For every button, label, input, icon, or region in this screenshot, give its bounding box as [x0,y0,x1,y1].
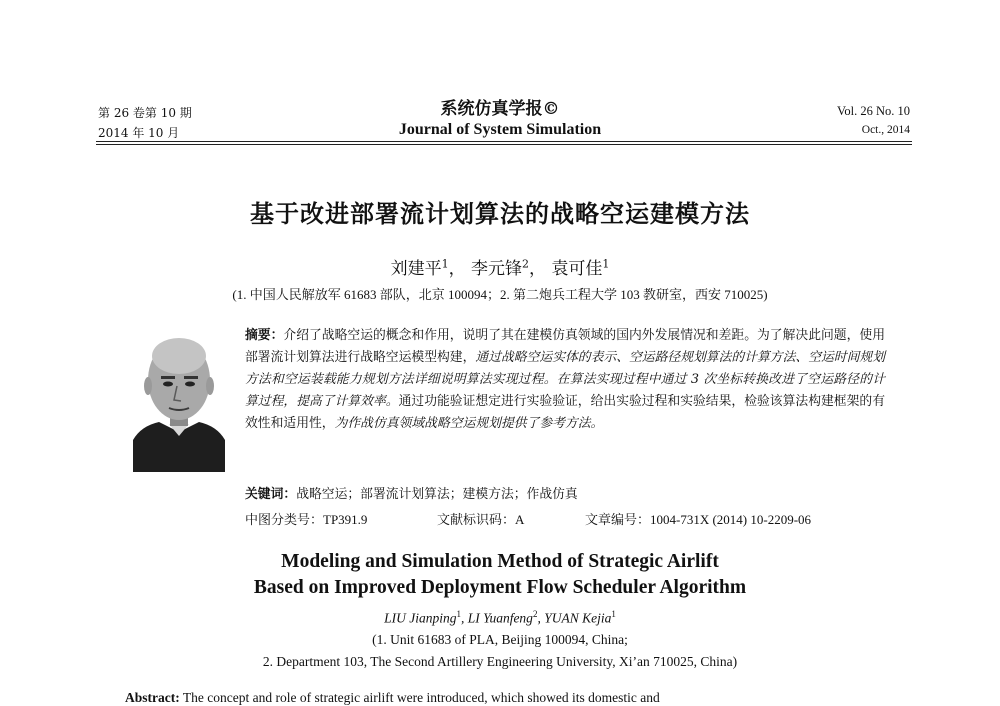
author-en-name: YUAN Kejia [544,610,612,626]
affiliation-zh: (1. 中国人民解放军 61683 部队，北京 100094；2. 第二炮兵工程大学 103 教研室，西安 710025) [232,287,768,302]
abstract-zh-text-1: 介绍了战略空运的概念和作用，说明了其在建模仿真领域的国内外发展情况和差距。为了解决此问题，使用部署流计划算法进行战略空运模型构建， [245,328,886,365]
abstract-zh-text-italic: 通过战略空运实体的表示、空运路径规划算法的计算方法、空运时间规划方法和空运装载能力规划方法详细说明算法实现过程。在算法实现过程中通过 3 次坐标转换改进了空运路径的计算过程，提高了计算效率。 [245,350,886,409]
authors-zh [0,254,1000,279]
author-zh-name: 李元锋 [471,259,522,279]
date-zh: 2014 年 10 月 [98,126,180,140]
journal-name-en: Journal of System Simulation [398,121,602,138]
abstract-zh-label: 摘要： [245,328,284,343]
affiliation-en-line-2: 2. Department 103, The Second Artillery Engineering University, Xi’an 710025, China) [262,654,738,669]
author-zh-name: 刘建平 [390,259,442,279]
header-rule-bottom [96,144,912,145]
article-number: 文章编号：1004-731X (2014) 10-2209-06 [585,512,812,527]
author-zh-name: 袁可佳 [551,259,603,279]
paper-title-zh: 基于改进部署流计划算法的战略空运建模方法 [250,199,750,228]
journal-name-zh: 系统仿真学报© [440,99,560,119]
abstract-zh-text-italic-2: 为作战仿真领域战略空运规划提供了参考方法。 [334,416,604,431]
header-rule-top [96,141,912,142]
keywords-zh-text: 战略空运；部署流计划算法；建模方法；作战仿真 [296,487,578,502]
author-en-name: LIU Jianping [384,610,457,626]
authors-en [0,609,1000,627]
volume-issue-en: Vol. 26 No. 10 [836,104,910,118]
abstract-en-label: Abstract: [125,690,180,705]
clc-number: 中图分类号：TP391.9 [245,512,368,527]
author-zh-sup: 1 [441,257,449,271]
author-photo-image [133,328,225,472]
keywords-zh-label: 关键词： [245,487,297,502]
author-zh-sup: 2 [522,257,529,271]
author-en-sup: 1 [456,609,462,619]
author-zh-sup: 1 [602,257,610,271]
paper-title-en-line-1: Modeling and Simulation Method of Strategic Airlift [281,551,719,572]
author-en-sep: , [537,610,545,626]
author-zh-sep: ， [448,259,466,279]
author-en-sup: 1 [611,609,616,619]
abstract-zh [245,325,885,435]
affiliation-en-line-1: (1. Unit 61683 of PLA, Beijing 100094, China; [372,632,628,647]
abstract-en-text: The concept and role of strategic airlift were introduced, which showed its domestic and [182,690,660,705]
author-photo [133,328,225,472]
volume-issue-zh: 第 26 卷第 10 期 [98,106,192,120]
author-en-sep: , [461,610,468,626]
author-en-sup: 2 [532,609,538,619]
document-code: 文献标识码：A [437,512,525,527]
abstract-zh-text-2: 通过功能验证想定进行实验验证，给出实验过程和实验结果，检验该算法构建框架的有效性和适用性， [245,394,886,431]
keywords-zh [245,483,578,502]
paper-title-en-line-2: Based on Improved Deployment Flow Scheduler Algorithm [253,577,747,598]
author-en-name: LI Yuanfeng [467,610,533,626]
date-en: Oct., 2014 [861,124,910,136]
author-zh-sep: ， [529,259,546,279]
